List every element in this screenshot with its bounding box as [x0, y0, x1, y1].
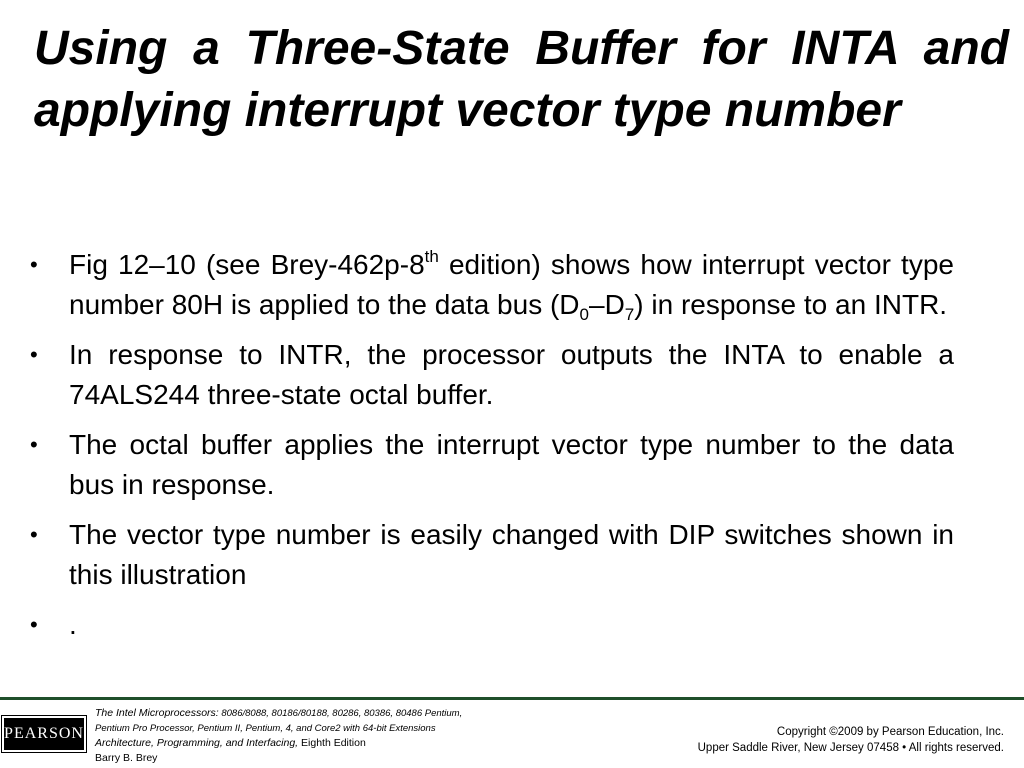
bullet-marker: • — [30, 342, 38, 367]
bullet-item-1 — [30, 245, 954, 325]
superscript: th — [424, 247, 439, 266]
bullet-marker: • — [30, 612, 38, 637]
footer-divider — [0, 697, 1024, 700]
bullet-text: The octal buffer applies the interrupt vector type number to the data bus in response. — [69, 429, 954, 500]
book-citation — [95, 706, 655, 766]
bullet-text: edition) shows how interrupt vector type number 80H is applied to the data bus (D — [69, 249, 954, 320]
book-author: Barry B. Brey — [95, 752, 158, 764]
bullet-text: ) in response to an INTR. — [634, 289, 948, 320]
book-series: Architecture, Programming, and Interfacing, — [95, 737, 299, 749]
bullet-text: –D — [589, 289, 625, 320]
copyright-line: Copyright ©2009 by Pearson Education, Inc. — [776, 726, 1004, 738]
bullet-item-5 — [30, 605, 954, 645]
bullet-list — [30, 245, 954, 655]
bullet-text: The vector type number is easily changed with DIP switches shown in this illustration — [69, 519, 954, 590]
citation-line-2: Pentium Pro Processor, Pentium II, Pentium, 4, and Core2 with 64-bit Extensions — [95, 723, 436, 734]
bullet-marker: • — [30, 432, 38, 457]
citation-line-1 — [95, 706, 655, 721]
copyright-notice — [604, 724, 1004, 756]
bullet-text: In response to INTR, the processor outputs the INTA to enable a 74ALS244 three-state octal buffer. — [69, 339, 954, 410]
slide-title: Using a Three-State Buffer for INTA and applying interrupt vector type number — [34, 22, 1009, 137]
publisher-address: Upper Saddle River, New Jersey 07458 • All rights reserved. — [697, 742, 1004, 754]
subscript: 7 — [624, 305, 635, 324]
bullet-marker: • — [30, 522, 38, 547]
citation-line-3 — [95, 736, 655, 751]
subscript: 0 — [579, 305, 589, 324]
bullet-marker: • — [30, 252, 38, 277]
book-title: The Intel Microprocessors: — [95, 707, 219, 719]
pearson-logo: PEARSON — [2, 716, 86, 752]
bullet-item-4 — [30, 515, 954, 595]
book-subtitle: 8086/8088, 80186/80188, 80286, 80386, 80486 Pentium, — [218, 708, 463, 719]
bullet-text: . — [69, 609, 77, 640]
bullet-item-2 — [30, 335, 954, 415]
bullet-text: Fig 12–10 (see Brey-462p-8 — [69, 249, 425, 280]
book-edition: Eighth Edition — [298, 737, 366, 749]
bullet-item-3 — [30, 425, 954, 505]
